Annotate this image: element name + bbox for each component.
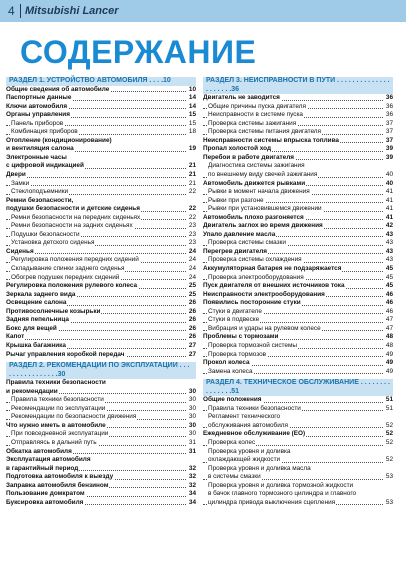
toc-entry xyxy=(203,145,393,154)
toc-entry-page: 30 xyxy=(188,421,196,429)
toc-entry xyxy=(6,239,196,248)
toc-entry xyxy=(6,308,196,317)
toc-entry-page: 25 xyxy=(188,282,196,290)
toc-entry-page: 24 xyxy=(188,247,196,255)
toc-entry xyxy=(203,111,393,120)
toc-entry-title: Двигатель не заводится xyxy=(203,94,280,102)
toc-entry xyxy=(6,282,196,291)
toc-entry xyxy=(203,154,393,163)
toc-entry-title: Рывки при установившемся движении xyxy=(208,205,322,213)
toc-entry-title: Проверка системы смазки xyxy=(208,239,286,247)
toc-entry-page: 36 xyxy=(385,111,393,119)
toc-entry-page: 41 xyxy=(385,196,393,204)
section-4-heading: РАЗДЕЛ 4. ТЕХНИЧЕСКОЕ ОБСЛУЖИВАНИЕ . . . . . . . . . . . . . . .51 xyxy=(203,379,393,396)
toc-entry-page: 22 xyxy=(188,213,196,221)
toc-entry-title: охлаждающей жидкости xyxy=(208,456,281,464)
toc-entry-title: Автомобиль движется рывками xyxy=(203,179,306,187)
toc-entry-page: 48 xyxy=(385,333,393,341)
toc-entry-page: 14 xyxy=(188,102,196,110)
toc-entry xyxy=(6,180,196,189)
toc-entry xyxy=(6,222,196,231)
toc-entry xyxy=(6,448,196,457)
toc-entry-title: в системы смазки xyxy=(208,473,261,481)
toc-entry-title: Складывание спинки заднего сиденья xyxy=(11,265,125,273)
toc-entry xyxy=(203,231,393,240)
toc-entry xyxy=(6,333,196,342)
toc-column-right xyxy=(203,77,393,507)
toc-entry xyxy=(203,222,393,231)
toc-entry-title: Задняя пепельница xyxy=(6,316,69,324)
toc-entry-page: 46 xyxy=(385,299,393,307)
toc-entry-title: Органы управления xyxy=(6,111,70,119)
toc-entry-title: Прокол колеса xyxy=(203,359,250,367)
toc-entry-title: Рычаг управления коробкой передач xyxy=(6,350,125,358)
toc-entry-title: цилиндра привода выключения сцепления xyxy=(208,498,336,506)
toc-entry xyxy=(203,265,393,274)
toc-entry-page: 45 xyxy=(385,273,393,281)
toc-entry-page: 24 xyxy=(188,256,196,264)
toc-entry xyxy=(203,248,393,257)
toc-entry xyxy=(203,308,393,317)
toc-entry-title: Ремни безопасности на передних сиденьях xyxy=(11,213,141,221)
toc-entry-title: Ремни безопасности на задних сиденьях xyxy=(11,222,133,230)
toc-entry xyxy=(203,465,393,474)
toc-entry-page: 30 xyxy=(188,387,196,395)
toc-entry-title: Проверка электрооборудования xyxy=(208,273,304,281)
toc-entry-page: 31 xyxy=(188,438,196,446)
toc-entry-title: Регулировка положения рулевого колеса xyxy=(6,282,138,290)
toc-entry xyxy=(6,456,196,465)
toc-entry xyxy=(6,299,196,308)
toc-entry-page: 30 xyxy=(188,413,196,421)
toc-entry xyxy=(203,162,393,171)
toc-entry xyxy=(6,86,196,95)
toc-entry xyxy=(6,325,196,334)
toc-entry xyxy=(6,274,196,283)
toc-entry-page: 39 xyxy=(385,153,393,161)
toc-entry xyxy=(203,197,393,206)
toc-entry-title: Что нужно иметь в автомобиле xyxy=(6,421,106,429)
toc-entry xyxy=(203,482,393,491)
toc-entry-title: Замена колеса xyxy=(208,367,253,375)
toc-entry-title: Пуск двигателя от внешних источников тока xyxy=(203,282,345,290)
toc-entry xyxy=(6,171,196,180)
toc-entry-title: При повседневной эксплуатации xyxy=(11,430,109,438)
toc-entry xyxy=(6,205,196,214)
toc-entry xyxy=(6,482,196,491)
toc-entry xyxy=(6,499,196,508)
toc-entry-title: Установка детского сиденья xyxy=(11,239,95,247)
toc-entry xyxy=(6,413,196,422)
toc-entry xyxy=(6,265,196,274)
section-3-list xyxy=(203,94,393,376)
toc-entry-title: Капот xyxy=(6,333,25,341)
toc-entry xyxy=(203,188,393,197)
toc-entry-title: Вибрация и удары на рулевом колесе xyxy=(208,324,321,332)
toc-entry-title: Двигатель заглох во время движения xyxy=(203,222,323,230)
toc-entry xyxy=(6,111,196,120)
toc-entry-title: Обкатка автомобиля xyxy=(6,447,72,455)
toc-entry-page: 43 xyxy=(385,239,393,247)
toc-entry-page: 46 xyxy=(385,307,393,315)
toc-entry xyxy=(203,499,393,508)
toc-entry xyxy=(203,239,393,248)
toc-entry-page: 19 xyxy=(188,145,196,153)
toc-entry-title: Проверка тормозной системы xyxy=(208,341,297,349)
toc-entry-title: Замки xyxy=(11,179,30,187)
toc-entry-title: в бачок главного тормозного цилиндра и главного xyxy=(208,490,357,498)
toc-entry-page: 43 xyxy=(385,256,393,264)
section-1-heading: РАЗДЕЛ 1. УСТРОЙСТВО АВТОМОБИЛЯ . . . .10 xyxy=(6,77,196,86)
toc-entry-page: 14 xyxy=(188,94,196,102)
toc-entry-title: Паспортные данные xyxy=(6,94,72,102)
toc-entry-title: Автомобиль плохо разгоняется xyxy=(203,213,304,221)
toc-entry-title: Неисправности в системе пуска xyxy=(208,111,303,119)
toc-entry-title: подушки безопасности и детские сиденья xyxy=(6,205,140,213)
toc-entry-title: Проверка системы охлаждения xyxy=(208,256,302,264)
toc-entry-page: 32 xyxy=(188,464,196,472)
toc-entry-title: с цифровой индикацией xyxy=(6,162,84,170)
toc-entry xyxy=(203,368,393,377)
toc-entry-page: 47 xyxy=(385,324,393,332)
toc-entry xyxy=(203,282,393,291)
toc-entry xyxy=(203,214,393,223)
toc-entry-title: Ключи автомобиля xyxy=(6,102,68,110)
toc-entry xyxy=(203,325,393,334)
toc-entry-page: 15 xyxy=(188,111,196,119)
section-1-list xyxy=(6,86,196,360)
toc-entry-title: Аккумуляторная батарея не подзаряжается xyxy=(203,265,342,273)
toc-entry-title: Регулировка положения передних сидений xyxy=(11,256,139,264)
toc-entry-title: Проверка уровня и доливка тормозной жидкости xyxy=(208,481,354,489)
toc-entry-title: Комбинация приборов xyxy=(11,128,78,136)
toc-entry-page: 47 xyxy=(385,316,393,324)
toc-entry-title: Рекомендации по безопасности движения xyxy=(11,413,137,421)
toc-entry-page: 45 xyxy=(385,265,393,273)
toc-entry-title: Общие сведения об автомобиле xyxy=(6,85,110,93)
toc-entry-title: Проверка уровня и доливка масла xyxy=(208,464,311,472)
toc-entry xyxy=(6,430,196,439)
toc-entry xyxy=(203,274,393,283)
toc-entry-title: Обогрев подушек передних сидений xyxy=(11,273,120,281)
toc-entry-page: 52 xyxy=(385,430,393,438)
toc-entry xyxy=(6,473,196,482)
toc-entry xyxy=(6,103,196,112)
toc-entry xyxy=(6,490,196,499)
toc-entry xyxy=(203,439,393,448)
toc-entry-page: 21 xyxy=(188,171,196,179)
toc-entry-title: Неисправности системы впрыска топлива xyxy=(203,136,339,144)
toc-entry-page: 52 xyxy=(385,438,393,446)
toc-entry-title: Буксировка автомобиля xyxy=(6,498,84,506)
toc-entry-page: 34 xyxy=(188,498,196,506)
toc-entry-title: Проверка системы питания двигателя xyxy=(208,128,321,136)
toc-entry-page: 41 xyxy=(385,213,393,221)
toc-entry xyxy=(203,456,393,465)
toc-entry-title: Подушки безопасности xyxy=(11,230,80,238)
toc-entry xyxy=(6,396,196,405)
toc-entry-page: 40 xyxy=(385,171,393,179)
toc-entry-page: 37 xyxy=(385,119,393,127)
toc-entry-page: 37 xyxy=(385,128,393,136)
toc-entry xyxy=(6,94,196,103)
section-4-list xyxy=(203,396,393,507)
toc-entry xyxy=(6,465,196,474)
toc-entry xyxy=(6,145,196,154)
toc-entry-title: Неисправности электрооборудования xyxy=(203,290,325,298)
toc-entry xyxy=(203,299,393,308)
header-divider xyxy=(20,4,21,18)
toc-entry-title: Проверка системы зажигания xyxy=(208,119,297,127)
toc-entry-page: 34 xyxy=(188,490,196,498)
toc-entry xyxy=(6,422,196,431)
toc-column-left xyxy=(6,77,196,507)
toc-entry-page: 49 xyxy=(385,359,393,367)
toc-entry-page: 51 xyxy=(385,404,393,412)
toc-entry xyxy=(6,439,196,448)
toc-entry xyxy=(203,359,393,368)
toc-entry-title: Общие положения xyxy=(203,396,262,404)
toc-entry-title: Пропал холостой ход xyxy=(203,145,272,153)
toc-entry xyxy=(6,197,196,206)
toc-entry xyxy=(203,103,393,112)
toc-entry-page: 18 xyxy=(188,128,196,136)
toc-entry xyxy=(203,351,393,360)
toc-entry xyxy=(203,490,393,499)
toc-entry-title: Отопление (кондиционирование) xyxy=(6,136,112,144)
toc-entry-page: 22 xyxy=(188,188,196,196)
toc-entry-title: Освещение салона xyxy=(6,299,67,307)
toc-entry xyxy=(203,333,393,342)
toc-entry-title: Эксплуатация автомобиля xyxy=(6,456,91,464)
toc-entry-title: Рывки при разгоне xyxy=(208,196,264,204)
toc-entry xyxy=(6,291,196,300)
toc-entry xyxy=(203,342,393,351)
toc-entry xyxy=(6,405,196,414)
toc-entry-page: 43 xyxy=(385,230,393,238)
section-3-heading: РАЗДЕЛ 3. НЕИСПРАВНОСТИ В ПУТИ . . . . . . . . . . . . . . . . . . . . .36 xyxy=(203,77,393,94)
toc-entry xyxy=(203,291,393,300)
toc-entry-title: Противосолнечные козырьки xyxy=(6,307,101,315)
toc-entry-page: 23 xyxy=(188,239,196,247)
toc-entry xyxy=(6,351,196,360)
toc-entry-title: Правила техники безопасности xyxy=(6,379,106,387)
toc-entry xyxy=(203,422,393,431)
toc-entry-title: Правила техники безопасности xyxy=(11,396,104,404)
toc-entry xyxy=(6,316,196,325)
toc-entry xyxy=(203,120,393,129)
toc-entry-title: Двери xyxy=(6,171,26,179)
toc-entry xyxy=(203,94,393,103)
toc-entry-title: Рывки в момент начала движения xyxy=(208,188,310,196)
toc-entry xyxy=(6,120,196,129)
page-title: СОДЕРЖАНИЕ xyxy=(20,34,257,70)
toc-entry-title: Проверка уровня и доливка xyxy=(208,447,291,455)
toc-entry-title: обслуживания автомобиля xyxy=(208,421,288,429)
toc-entry xyxy=(6,154,196,163)
toc-entry-title: Общие причины пуска двигателя xyxy=(208,102,306,110)
toc-entry-title: Электронные часы xyxy=(6,153,67,161)
toc-entry-title: Стуки в подвеске xyxy=(208,316,260,324)
toc-entry xyxy=(203,137,393,146)
toc-entry-page: 45 xyxy=(385,282,393,290)
toc-entry xyxy=(6,256,196,265)
toc-entry-page: 49 xyxy=(385,367,393,375)
toc-entry-page: 26 xyxy=(188,333,196,341)
toc-entry-page: 26 xyxy=(188,299,196,307)
toc-entry-page: 40 xyxy=(385,179,393,187)
toc-entry-page: 23 xyxy=(188,230,196,238)
toc-entry xyxy=(6,342,196,351)
toc-entry-page: 51 xyxy=(385,396,393,404)
toc-entry xyxy=(203,473,393,482)
toc-entry-page: 36 xyxy=(385,102,393,110)
toc-entry-page: 31 xyxy=(188,447,196,455)
toc-entry-title: Зеркала заднего вида xyxy=(6,290,76,298)
toc-entry-page: 49 xyxy=(385,350,393,358)
toc-entry-page: 15 xyxy=(188,119,196,127)
toc-entry-page: 27 xyxy=(188,341,196,349)
toc-entry-page: 53 xyxy=(385,473,393,481)
toc-entry xyxy=(6,388,196,397)
toc-entry-page: 24 xyxy=(188,273,196,281)
toc-entry-page: 30 xyxy=(188,404,196,412)
toc-entry xyxy=(203,405,393,414)
toc-entry-title: Отправляясь в дальний путь xyxy=(11,438,97,446)
toc-entry-page: 24 xyxy=(188,265,196,273)
toc-entry-page: 32 xyxy=(188,481,196,489)
toc-entry-page: 30 xyxy=(188,430,196,438)
toc-entry-page: 26 xyxy=(188,316,196,324)
toc-entry-page: 25 xyxy=(188,290,196,298)
toc-entry xyxy=(6,214,196,223)
toc-entry-page: 52 xyxy=(385,456,393,464)
toc-entry-page: 21 xyxy=(188,179,196,187)
toc-entry xyxy=(203,256,393,265)
toc-entry-page: 46 xyxy=(385,290,393,298)
toc-entry xyxy=(203,128,393,137)
toc-entry-page: 53 xyxy=(385,498,393,506)
toc-entry-page: 23 xyxy=(188,222,196,230)
toc-entry-title: Панель приборов xyxy=(11,119,64,127)
toc-entry-page: 41 xyxy=(385,205,393,213)
toc-entry-page: 26 xyxy=(188,307,196,315)
toc-entry xyxy=(6,137,196,146)
toc-entry-page: 48 xyxy=(385,341,393,349)
toc-entry xyxy=(203,448,393,457)
model-name: Mitsubishi Lancer xyxy=(25,5,119,17)
toc-entry-title: Упало давление масла xyxy=(203,230,276,238)
toc-entry-title: Ремни безопасности, xyxy=(6,196,74,204)
toc-entry-title: Проблемы с тормозами xyxy=(203,333,279,341)
toc-entry-title: Стеклоподъемники xyxy=(11,188,69,196)
toc-entry-title: Бокс для вещей xyxy=(6,324,57,332)
toc-entry xyxy=(6,248,196,257)
toc-entry-title: Диагностика системы зажигания xyxy=(208,162,305,170)
toc-entry xyxy=(6,379,196,388)
toc-entry-page: 10 xyxy=(188,85,196,93)
toc-entry xyxy=(203,180,393,189)
toc-entry xyxy=(203,205,393,214)
toc-entry xyxy=(6,231,196,240)
page-number: 4 xyxy=(8,4,15,18)
toc-entry-page: 52 xyxy=(385,421,393,429)
toc-entry-title: Сиденья xyxy=(6,247,34,255)
toc-entry xyxy=(203,171,393,180)
toc-entry-title: Проверка колес xyxy=(208,438,256,446)
toc-entry-page: 43 xyxy=(385,247,393,255)
toc-entry-title: и рекомендации xyxy=(6,387,58,395)
toc-entry-page: 21 xyxy=(188,162,196,170)
toc-entry-title: по внешнему виду свечей зажигания xyxy=(208,171,318,179)
toc-entry-title: Перегрев двигателя xyxy=(203,247,268,255)
toc-entry xyxy=(6,188,196,197)
toc-entry-page: 36 xyxy=(385,94,393,102)
toc-entry-page: 39 xyxy=(385,145,393,153)
toc-entry-page: 37 xyxy=(385,136,393,144)
toc-entry-title: и вентиляция салона xyxy=(6,145,74,153)
toc-entry-title: Стуки в двигателе xyxy=(208,307,262,315)
toc-entry-page: 41 xyxy=(385,188,393,196)
toc-entry-title: Ежедневное обслуживание (ЕО) xyxy=(203,430,306,438)
toc-entry-page: 30 xyxy=(188,396,196,404)
toc-entry-title: Проверка тормозов xyxy=(208,350,267,358)
toc-entry xyxy=(203,396,393,405)
section-2-heading: РАЗДЕЛ 2. РЕКОМЕНДАЦИИ ПО ЭКСПЛУАТАЦИИ . . . . . . . . . . . . . . . .30 xyxy=(6,362,196,379)
toc-entry-page: 26 xyxy=(188,324,196,332)
toc-entry-page: 32 xyxy=(188,473,196,481)
toc-entry-title: Пользование домкратом xyxy=(6,490,85,498)
toc-entry xyxy=(6,162,196,171)
toc-entry-title: в гарантийный период xyxy=(6,464,79,472)
toc-entry-title: Рекомендации по эксплуатации xyxy=(11,404,106,412)
toc-entry-title: Заправка автомобиля бензином xyxy=(6,481,109,489)
header-bar xyxy=(0,0,406,22)
toc-entry-title: Появились посторонние стуки xyxy=(203,299,301,307)
toc-entry-page: 42 xyxy=(385,222,393,230)
toc-entry xyxy=(203,413,393,422)
toc-entry-page: 27 xyxy=(188,350,196,358)
toc-entry-title: Правила техники безопасности xyxy=(208,404,301,412)
toc-entry-title: Регламент технического xyxy=(208,413,280,421)
toc-entry-title: Подготовка автомобиля к выезду xyxy=(6,473,114,481)
toc-entry-page: 22 xyxy=(188,205,196,213)
toc-entry xyxy=(6,128,196,137)
toc-entry-title: Крышка багажника xyxy=(6,341,66,349)
toc-entry-title: Перебои в работе двигателя xyxy=(203,153,294,161)
toc-entry xyxy=(203,316,393,325)
section-2-list xyxy=(6,379,196,507)
toc-entry xyxy=(203,430,393,439)
